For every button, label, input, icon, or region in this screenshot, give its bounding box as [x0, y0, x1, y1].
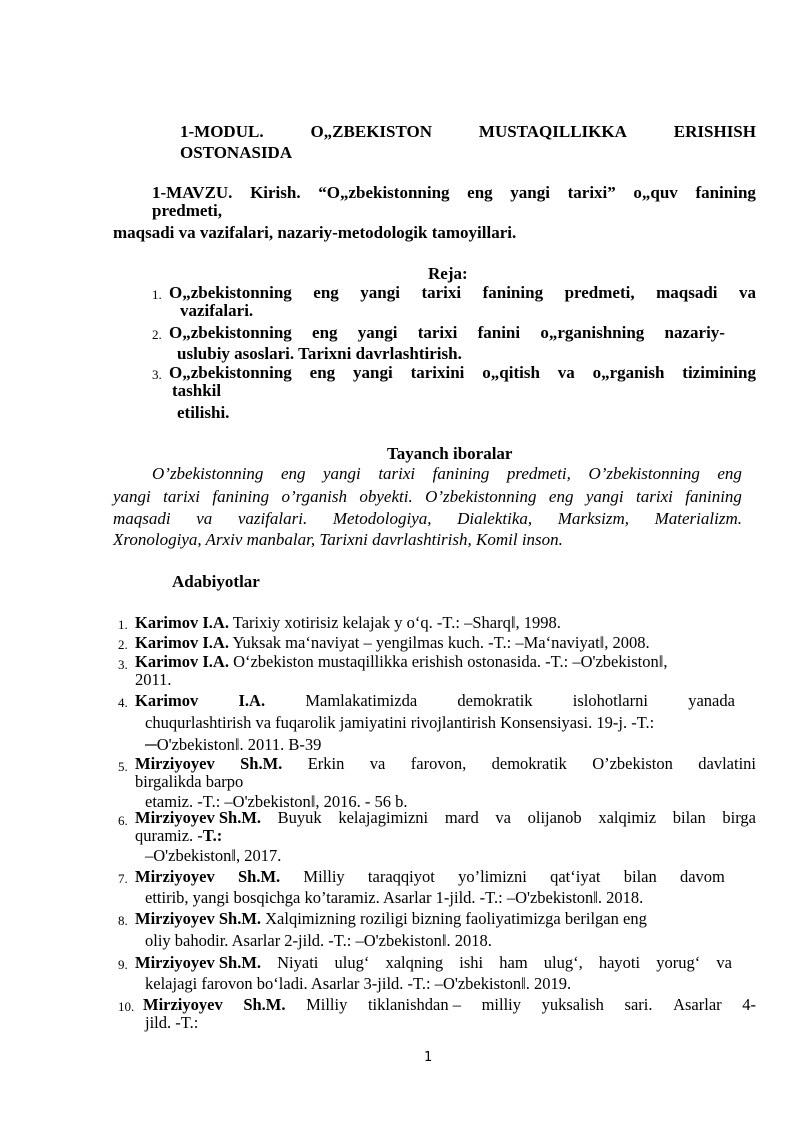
reference-item	[135, 633, 650, 653]
plan-word: eng	[309, 363, 336, 382]
module-heading-line1	[180, 122, 756, 142]
ref-word: tiklanishdan –	[367, 995, 461, 1014]
ref-number: 6.	[118, 813, 128, 828]
topic-word: o„quv	[633, 183, 678, 202]
plan-item-2-line1	[169, 323, 725, 343]
ref-text-continued: 2011.	[135, 670, 172, 689]
ref-number: 3.	[118, 657, 128, 672]
ref-word: Buyuk	[277, 808, 322, 827]
plan-word: yangi	[360, 283, 400, 302]
ref-word: demokratik	[457, 691, 533, 710]
ref-word: Milliy	[306, 995, 348, 1014]
ref-number: 2.	[118, 637, 128, 652]
topic-word: 1-MAVZU.	[152, 183, 233, 202]
ref-number: 4.	[118, 695, 128, 710]
plan-word: o„rganish	[592, 363, 665, 382]
ref-author: Mirziyoyev Sh.M.	[135, 909, 262, 928]
ref-text-continued: birgalikda barpo	[135, 772, 244, 791]
ref-word: ulug‘,	[543, 953, 583, 972]
ref-word: va	[716, 953, 732, 972]
plan-word: O„zbekistonning	[169, 363, 292, 382]
topic-word: fanining	[695, 183, 756, 202]
module-word: MUSTAQILLIKKA	[478, 122, 627, 141]
keyword-word: fanining	[212, 487, 270, 506]
ref-word: Mamlakatimizda	[305, 691, 418, 710]
ref-word: birga	[722, 808, 756, 827]
ref-word: davom	[679, 867, 725, 886]
ref-word: 4-	[742, 995, 756, 1014]
module-word: O„ZBEKISTON	[310, 122, 433, 141]
ref-word: milliy	[481, 995, 521, 1014]
ref-author: Karimov I.A.	[135, 633, 229, 652]
keywords-line3	[113, 509, 742, 529]
ref-word: va	[369, 754, 386, 773]
ref-text-continued	[135, 826, 222, 846]
ref-word: Niyati	[277, 953, 319, 972]
keyword-word: Metodologiya,	[332, 509, 432, 528]
ref-word: xalqning	[385, 953, 444, 972]
reference-item	[135, 953, 732, 973]
keywords-title: Tayanch iboralar	[387, 444, 513, 463]
keyword-word: O’zbekistonning	[152, 464, 264, 483]
ref-text-continued: ─O'zbekiston‖. 2011. B-39	[145, 735, 322, 754]
ref-number: 8.	[118, 913, 128, 928]
keyword-word: va	[196, 509, 213, 528]
reference-item	[135, 867, 725, 887]
plan-word: yangi	[357, 323, 398, 342]
reference-item	[135, 909, 647, 929]
plan-item-number: 2.	[152, 327, 162, 342]
ref-word: xalqimiz	[598, 808, 657, 827]
plan-word: nazariy-	[664, 323, 725, 342]
keyword-word: eng	[280, 464, 306, 483]
ref-word: ulug‘	[334, 953, 370, 972]
keyword-word: obyekti.	[359, 487, 413, 506]
page-number: 1	[424, 1050, 433, 1065]
keyword-word: Marksizm,	[557, 509, 630, 528]
topic-heading-line2: predmeti,	[152, 201, 223, 220]
plan-item-3-line1	[169, 363, 756, 383]
keyword-word: Dialektika,	[457, 509, 533, 528]
ref-word: mard	[444, 808, 479, 827]
plan-title: Reja:	[428, 264, 468, 283]
ref-number: 5.	[118, 759, 128, 774]
topic-word: tarixi”	[567, 183, 616, 202]
module-word: 1-MODUL.	[180, 122, 264, 141]
keyword-word: maqsadi	[113, 509, 171, 528]
module-heading-line2: OSTONASIDA	[180, 143, 293, 162]
reference-item	[135, 613, 561, 633]
ref-word: hayoti	[598, 953, 641, 972]
plan-word: o„rganishning	[540, 323, 645, 342]
keyword-word: vazifalari.	[237, 509, 308, 528]
ref-text: Xalqimizning roziligi bizning faoliyatimizga berilgan eng	[261, 909, 647, 928]
topic-heading-line3: maqsadi va vazifalari, nazariy-metodologik tamoyillari.	[113, 223, 517, 242]
topic-word: “O„zbekistonning	[318, 183, 450, 202]
plan-item-1-line2: vazifalari.	[180, 301, 254, 320]
ref-text-continued: etamiz. -T.: –O'zbekiston‖, 2016. - 56 b.	[145, 792, 408, 811]
ref-author: Mirziyoyev	[135, 867, 215, 886]
ref-word: islohotlarni	[572, 691, 648, 710]
ref-word: bilan	[623, 867, 657, 886]
reference-item	[135, 652, 667, 672]
ref-text-continued: kelajagi farovon bo‘ladi. Asarlar 3-jild. -T.: –O'zbekiston‖. 2019.	[145, 974, 572, 993]
keywords-line4: Xronologiya, Arxiv manbalar, Tarixni davrlashtirish, Komil inson.	[113, 530, 563, 549]
ref-text: Tarixiy xotirisiz kelajak y o‘q. -T.: –Sharq‖, 1998.	[228, 613, 561, 632]
topic-word: eng	[467, 183, 493, 202]
keyword-word: Materializm.	[654, 509, 742, 528]
topic-heading-line1	[152, 183, 756, 203]
keyword-word: yangi	[113, 487, 151, 506]
ref-text-continued: chuqurlashtirish va fuqarolik jamiyatini rivojlantirish Konsensiyasi. 19-j. -T.:	[145, 713, 655, 732]
plan-word: fanining	[482, 283, 544, 302]
ref-word: bilan	[672, 808, 706, 827]
ref-text: O‘zbekiston mustaqillikka erishish ostonasida. -T.: –O'zbekiston‖,	[228, 652, 668, 671]
ref-word: yorug‘	[656, 953, 701, 972]
keywords-line1	[152, 464, 742, 484]
ref-text-continued: –O'zbekiston‖, 2017.	[145, 846, 282, 865]
ref-text: quramiz. -	[135, 826, 203, 845]
ref-word: va	[495, 808, 511, 827]
ref-word: yanada	[688, 691, 735, 710]
plan-word: tarixini	[410, 363, 465, 382]
keyword-word: fanining	[685, 487, 742, 506]
ref-word: taraqqiyot	[367, 867, 435, 886]
ref-text: Yuksak ma‘naviyat – yengilmas kuch. -T.: –Ma‘naviyat‖, 2008.	[228, 633, 650, 652]
ref-number: 7.	[118, 871, 128, 886]
keywords-line2	[113, 487, 742, 507]
plan-item-3-line3: etilishi.	[177, 403, 230, 422]
ref-word: farovon,	[410, 754, 467, 773]
ref-word: olijanob	[527, 808, 582, 827]
ref-author: Sh.M.	[240, 754, 283, 773]
ref-author: Sh.M.	[237, 867, 281, 886]
topic-word: Kirish.	[250, 183, 301, 202]
plan-word: tizimining	[682, 363, 756, 382]
ref-number: 9.	[118, 957, 128, 972]
ref-author: Karimov I.A.	[135, 613, 229, 632]
ref-word: Asarlar	[673, 995, 722, 1014]
ref-author: Sh.M.	[243, 995, 286, 1014]
plan-item-number: 3.	[152, 367, 162, 382]
keyword-word: yangi	[323, 464, 361, 483]
keyword-word: eng	[717, 464, 742, 483]
ref-word: qat‘iyat	[550, 867, 601, 886]
keyword-word: tarixi	[636, 487, 673, 506]
reference-item	[135, 754, 756, 774]
keyword-word: predmeti,	[506, 464, 571, 483]
literature-title: Adabiyotlar	[172, 572, 260, 591]
ref-author: I.A.	[238, 691, 266, 710]
ref-word: yuksalish	[541, 995, 604, 1014]
ref-word: Erkin	[307, 754, 345, 773]
ref-author: Mirziyoyev Sh.M.	[135, 953, 262, 972]
ref-author: Mirziyoyev Sh.M.	[135, 808, 262, 827]
ref-author: Karimov I.A.	[135, 652, 229, 671]
ref-word: ham	[499, 953, 528, 972]
ref-number: 1.	[118, 617, 128, 632]
keyword-word: o’rganish	[281, 487, 347, 506]
plan-item-3-line2: tashkil	[172, 381, 222, 400]
plan-word: va	[557, 363, 575, 382]
plan-word: yangi	[353, 363, 393, 382]
plan-word: o„qitish	[482, 363, 540, 382]
ref-word: kelajagimizni	[338, 808, 429, 827]
ref-author: Mirziyoyev	[143, 995, 223, 1014]
plan-item-number: 1.	[152, 287, 162, 302]
plan-word: eng	[312, 323, 338, 342]
ref-word: O’zbekiston	[592, 754, 673, 773]
reference-item	[143, 995, 756, 1015]
ref-text-continued: jild. -T.:	[145, 1013, 199, 1032]
plan-word: tarixi	[421, 283, 462, 302]
keyword-word: O’zbekistonning	[588, 464, 700, 483]
ref-text-bold: T.:	[202, 826, 223, 845]
reference-item	[135, 691, 735, 711]
plan-word: va	[739, 283, 756, 302]
ref-number: 10.	[118, 999, 135, 1014]
ref-word: yo’limizni	[458, 867, 527, 886]
plan-item-2-line2: uslubiy asoslari. Tarixni davrlashtirish.	[177, 344, 462, 363]
keyword-word: yangi	[585, 487, 624, 506]
keyword-word: eng	[548, 487, 574, 506]
ref-word: davlatini	[698, 754, 756, 773]
ref-author: Karimov	[135, 691, 199, 710]
reference-item	[135, 808, 756, 828]
ref-word: sari.	[624, 995, 653, 1014]
keyword-word: O’zbekistonning	[425, 487, 537, 506]
ref-author: Mirziyoyev	[135, 754, 215, 773]
plan-word: O„zbekistonning	[169, 323, 292, 342]
ref-word: demokratik	[491, 754, 567, 773]
plan-word: maqsadi	[656, 283, 718, 302]
plan-word: fanini	[477, 323, 521, 342]
ref-word: Milliy	[303, 867, 345, 886]
module-word: ERISHISH	[673, 122, 756, 141]
plan-word: predmeti,	[564, 283, 635, 302]
plan-item-1-line1	[169, 283, 756, 303]
ref-text-continued: ettirib, yangi bosqichga ko’taramiz. Asarlar 1-jild. -T.: –O'zbekiston‖. 2018.	[145, 888, 644, 907]
keyword-word: tarixi	[163, 487, 201, 506]
plan-word: eng	[313, 283, 339, 302]
ref-word: ishi	[459, 953, 484, 972]
keyword-word: fanining	[432, 464, 490, 483]
plan-word: O„zbekistonning	[169, 283, 292, 302]
plan-word: tarixi	[417, 323, 458, 342]
ref-text-continued: oliy bahodir. Asarlar 2-jild. -T.: –O'zbekiston‖. 2018.	[145, 931, 492, 950]
topic-word: yangi	[510, 183, 550, 202]
keyword-word: tarixi	[378, 464, 416, 483]
